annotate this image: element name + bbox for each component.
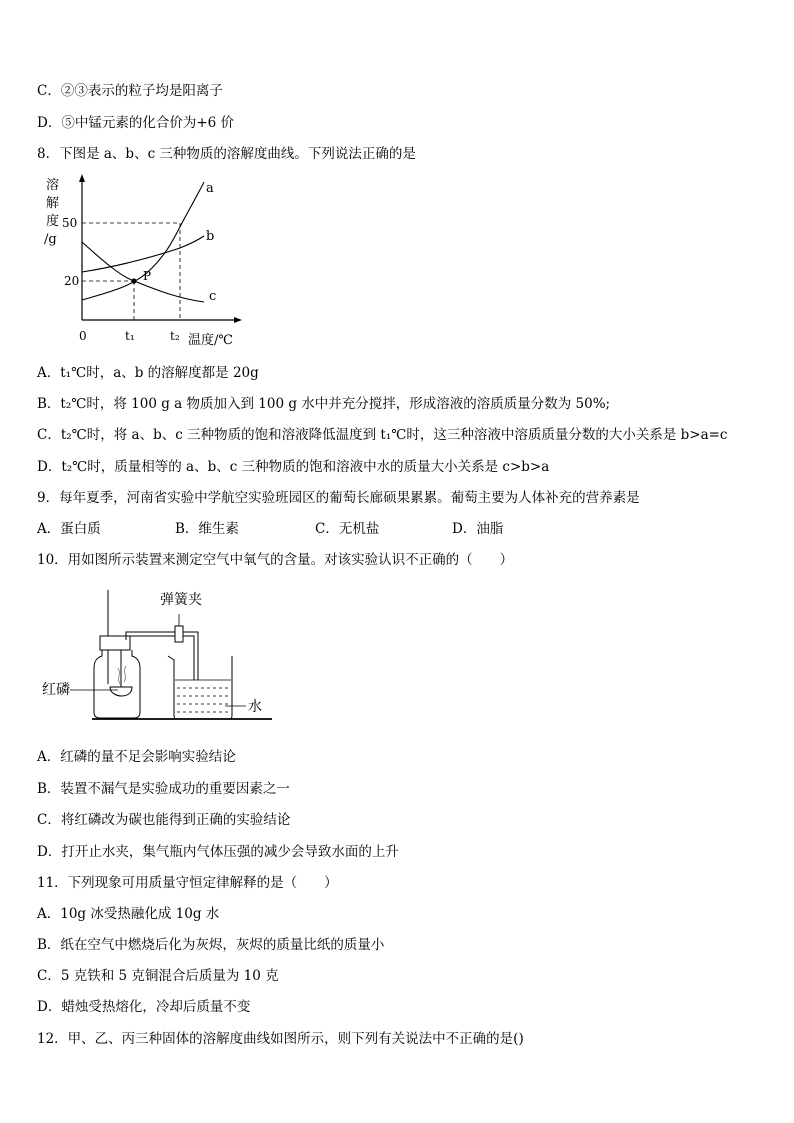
oxygen-apparatus: [40, 584, 280, 726]
graph-ylabel-2: 解: [46, 196, 60, 211]
q11-stem: 11．下列现象可用质量守恒定律解释的是（ ）: [37, 875, 338, 891]
point-p-label: P: [143, 269, 152, 283]
x-tick-t2: t₂: [170, 329, 180, 343]
q11-option-d: D．蜡烛受热熔化，冷却后质量不变: [37, 999, 251, 1015]
solubility-graph: [40, 168, 280, 356]
q11-option-b: B．纸在空气中燃烧后化为灰烬，灰烬的质量比纸的质量小: [37, 937, 385, 953]
q10-option-d: D．打开止水夹，集气瓶内气体压强的减少会导致水面的上升: [37, 844, 399, 860]
q11-option-c: C．5 克铁和 5 克铜混合后质量为 10 克: [37, 968, 279, 984]
origin-label: 0: [79, 329, 87, 343]
q11-option-a: A．10g 冰受热融化成 10g 水: [37, 906, 220, 922]
curve-b: [82, 236, 204, 272]
q9-option-b: B．维生素: [175, 521, 239, 537]
x-axis-label: 温度/℃: [188, 333, 233, 348]
clamp-label: 弹簧夹: [160, 592, 202, 608]
q9-option-a: A．蛋白质: [37, 521, 101, 537]
combustion-spoon: [110, 687, 132, 696]
q9-stem: 9．每年夏季，河南省实验中学航空实验班园区的葡萄长廊硕果累累。葡萄主要为人体补充的营养素是: [37, 490, 640, 506]
q8-option-c: C．t₂℃时，将 a、b、c 三种物质的饱和溶液降低温度到 t₁℃时，这三种溶液中溶质质量分数的大小关系是 b>a=c: [37, 427, 728, 443]
q10-option-b: B．装置不漏气是实验成功的重要因素之一: [37, 781, 290, 797]
q9-option-d: D．油脂: [452, 521, 504, 537]
collection-jar: [94, 650, 140, 718]
q12-stem: 12．甲、乙、丙三种固体的溶解度曲线如图所示，则下列有关说法中不正确的是(): [37, 1031, 524, 1047]
q7-option-c: C．②③表示的粒子均是阳离子: [37, 83, 223, 99]
y-axis-arrow: [79, 174, 85, 182]
x-axis-arrow: [234, 317, 242, 323]
x-tick-t1: t₁: [125, 329, 135, 343]
q10-stem: 10．用如图所示装置来测定空气中氧气的含量。对该实验认识不正确的（ ）: [37, 552, 514, 568]
y-tick-50: 50: [62, 216, 78, 230]
flame-smoke: [118, 666, 126, 684]
spring-clamp: [175, 626, 183, 642]
q8-stem: 8．下图是 a、b、c 三种物质的溶解度曲线。下列说法正确的是: [37, 146, 416, 162]
graph-ylabel-3: 度: [46, 214, 60, 229]
q7-option-d: D．⑤中锰元素的化合价为+6 价: [37, 115, 235, 131]
q10-option-c: C．将红磷改为碳也能得到正确的实验结论: [37, 812, 291, 828]
q8-option-d: D．t₂℃时，质量相等的 a、b、c 三种物质的饱和溶液中水的质量大小关系是 c>b>a: [37, 459, 550, 475]
q9-option-c: C．无机盐: [315, 521, 380, 537]
curve-b-label: b: [206, 229, 215, 244]
curve-c-label: c: [209, 289, 217, 304]
y-tick-20: 20: [64, 274, 80, 288]
q10-option-a: A．红磷的量不足会影响实验结论: [37, 749, 236, 765]
q8-option-a: A．t₁℃时，a、b 的溶解度都是 20g: [37, 365, 259, 381]
water-label: 水: [248, 699, 262, 715]
phosphorus-label: 红磷: [42, 682, 70, 698]
curve-a-label: a: [206, 181, 214, 196]
q8-option-b: B．t₂℃时，将 100 g a 物质加入到 100 g 水中并充分搅拌，形成溶液的溶质质量分数为 50%;: [37, 396, 611, 412]
point-p: [131, 278, 136, 283]
graph-ylabel-4: /g: [44, 232, 57, 247]
graph-ylabel-1: 溶: [46, 178, 60, 193]
